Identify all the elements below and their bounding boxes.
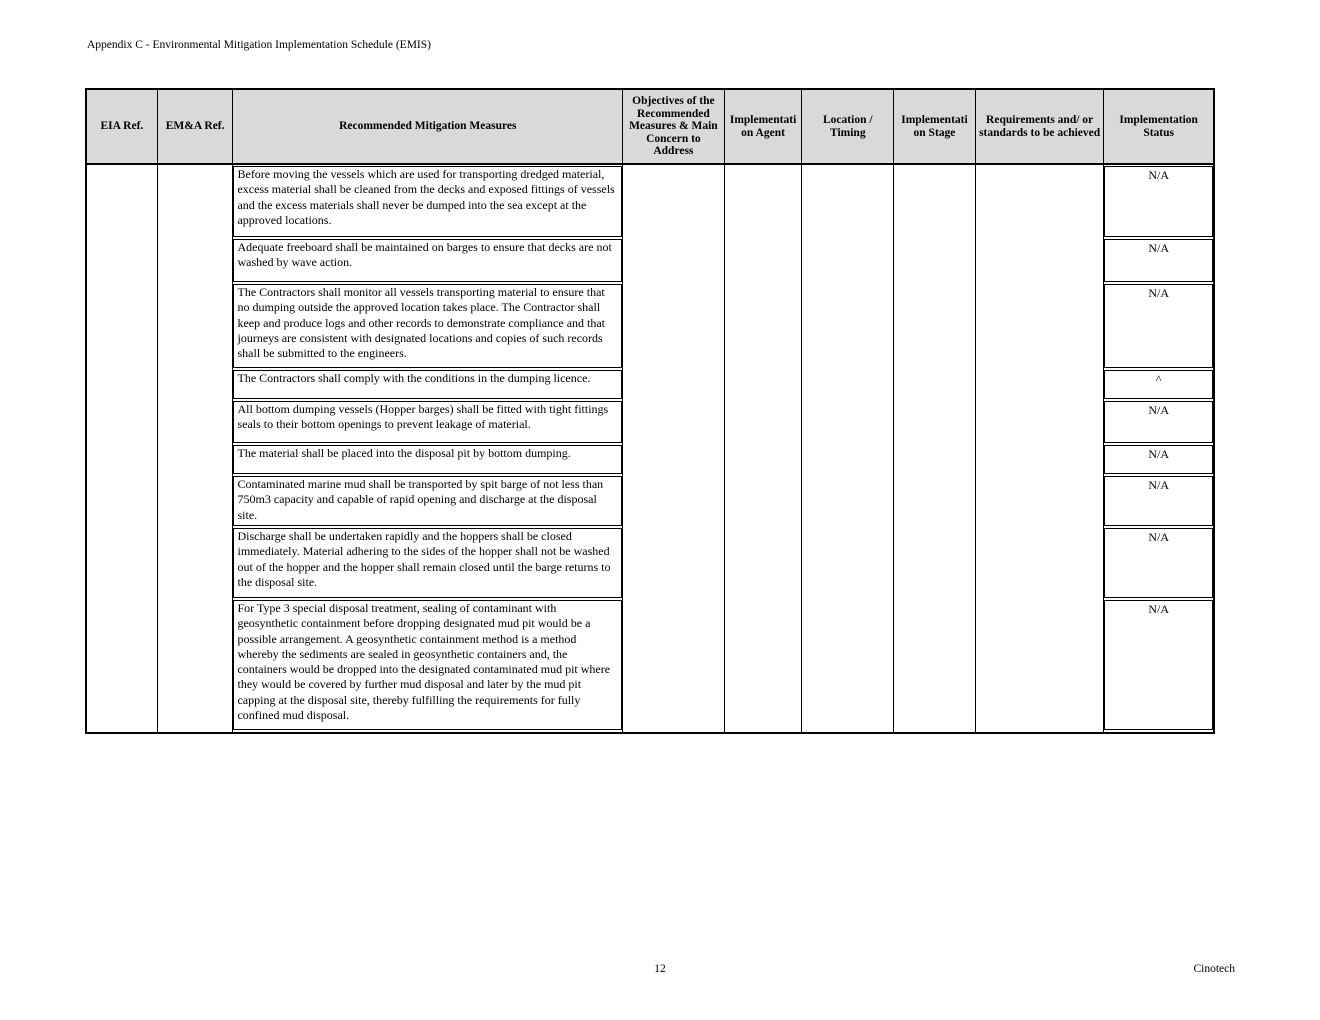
status-cell: N/A <box>1104 445 1213 474</box>
body-column-status <box>1104 165 1213 732</box>
column-header-objectives: Objectives of the Recommended Measures & Main Concern to Address <box>623 90 725 163</box>
column-header-ema-ref: EM&A Ref. <box>158 90 234 163</box>
page-number: 12 <box>654 963 666 975</box>
measure-cell: Adequate freeboard shall be maintained on barges to ensure that decks are not washed by wave action. <box>233 239 622 282</box>
measure-cell: All bottom dumping vessels (Hopper barges) shall be fitted with tight fittings seals to their bottom openings to prevent leakage of material. <box>233 401 622 443</box>
body-column-measures <box>233 165 623 732</box>
status-cell: N/A <box>1104 528 1213 598</box>
appendix-title: Appendix C - Environmental Mitigation Implementation Schedule (EMIS) <box>87 39 431 51</box>
status-cell: N/A <box>1104 476 1213 526</box>
body-column-requirements-standards <box>976 165 1105 732</box>
column-header-eia-ref: EIA Ref. <box>87 90 158 163</box>
company-name: Cinotech <box>1193 963 1235 975</box>
column-header-implementation-stage: Implementati on Stage <box>894 90 976 163</box>
body-column-ema-ref <box>158 165 234 732</box>
measure-cell: The material shall be placed into the disposal pit by bottom dumping. <box>233 445 622 474</box>
body-column-objectives <box>623 165 725 732</box>
body-column-location-timing <box>802 165 894 732</box>
measure-cell: Discharge shall be undertaken rapidly and the hoppers shall be closed immediately. Material adhering to the sides of the hopper shall not be washed out of the hopper and the hopper shall remain closed until the barge returns to the disposal site. <box>233 528 622 598</box>
measure-cell: Before moving the vessels which are used for transporting dredged material, excess material shall be cleaned from the decks and exposed fittings of vessels and the excess materials shall never be dumped into the sea except at the approved locations. <box>233 166 622 237</box>
measure-cell: The Contractors shall comply with the conditions in the dumping licence. <box>233 370 622 399</box>
column-header-implementation-agent: Implementati on Agent <box>725 90 803 163</box>
status-cell: N/A <box>1104 401 1213 443</box>
status-cell: N/A <box>1104 284 1213 368</box>
column-header-implementation-status: Implementation Status <box>1119 114 1198 139</box>
column-header-recommended-mitigation-measures: Recommended Mitigation Measures <box>233 90 623 163</box>
status-cell: N/A <box>1104 600 1213 730</box>
status-cell: N/A <box>1104 166 1213 237</box>
emis-table <box>85 88 1215 734</box>
body-column-implementation-agent <box>725 165 803 732</box>
measure-cell: The Contractors shall monitor all vessels transporting material to ensure that no dumping outside the approved location takes place. The Contractor shall keep and produce logs and other records to demonstrate compliance and that journeys are consistent with designated locations and copies of such records shall be submitted to the engineers. <box>233 284 622 368</box>
measure-cell: For Type 3 special disposal treatment, sealing of contaminant with geosynthetic containment before dropping designated mud pit would be a possible arrangement. A geosynthetic containment method is a method whereby the sediments are sealed in geosynthetic containers and, the containers would be dropped into the designated contaminated mud pit where they would be covered by further mud disposal and later by the mud pit capping at the disposal site, thereby fulfilling the requirements for fully confined mud disposal. <box>233 600 622 730</box>
column-header-location-timing: Location / Timing <box>802 90 894 163</box>
status-cell: ^ <box>1104 370 1213 399</box>
status-cell: N/A <box>1104 239 1213 282</box>
body-column-eia-ref <box>87 165 158 732</box>
table-header-row <box>87 90 1213 165</box>
body-column-implementation-stage <box>894 165 976 732</box>
table-body <box>87 165 1213 732</box>
column-header-requirements-standards: Requirements and/ or standards to be achieved <box>976 90 1105 163</box>
measure-cell: Contaminated marine mud shall be transported by spit barge of not less than 750m3 capacity and capable of rapid opening and discharge at the disposal site. <box>233 476 622 526</box>
